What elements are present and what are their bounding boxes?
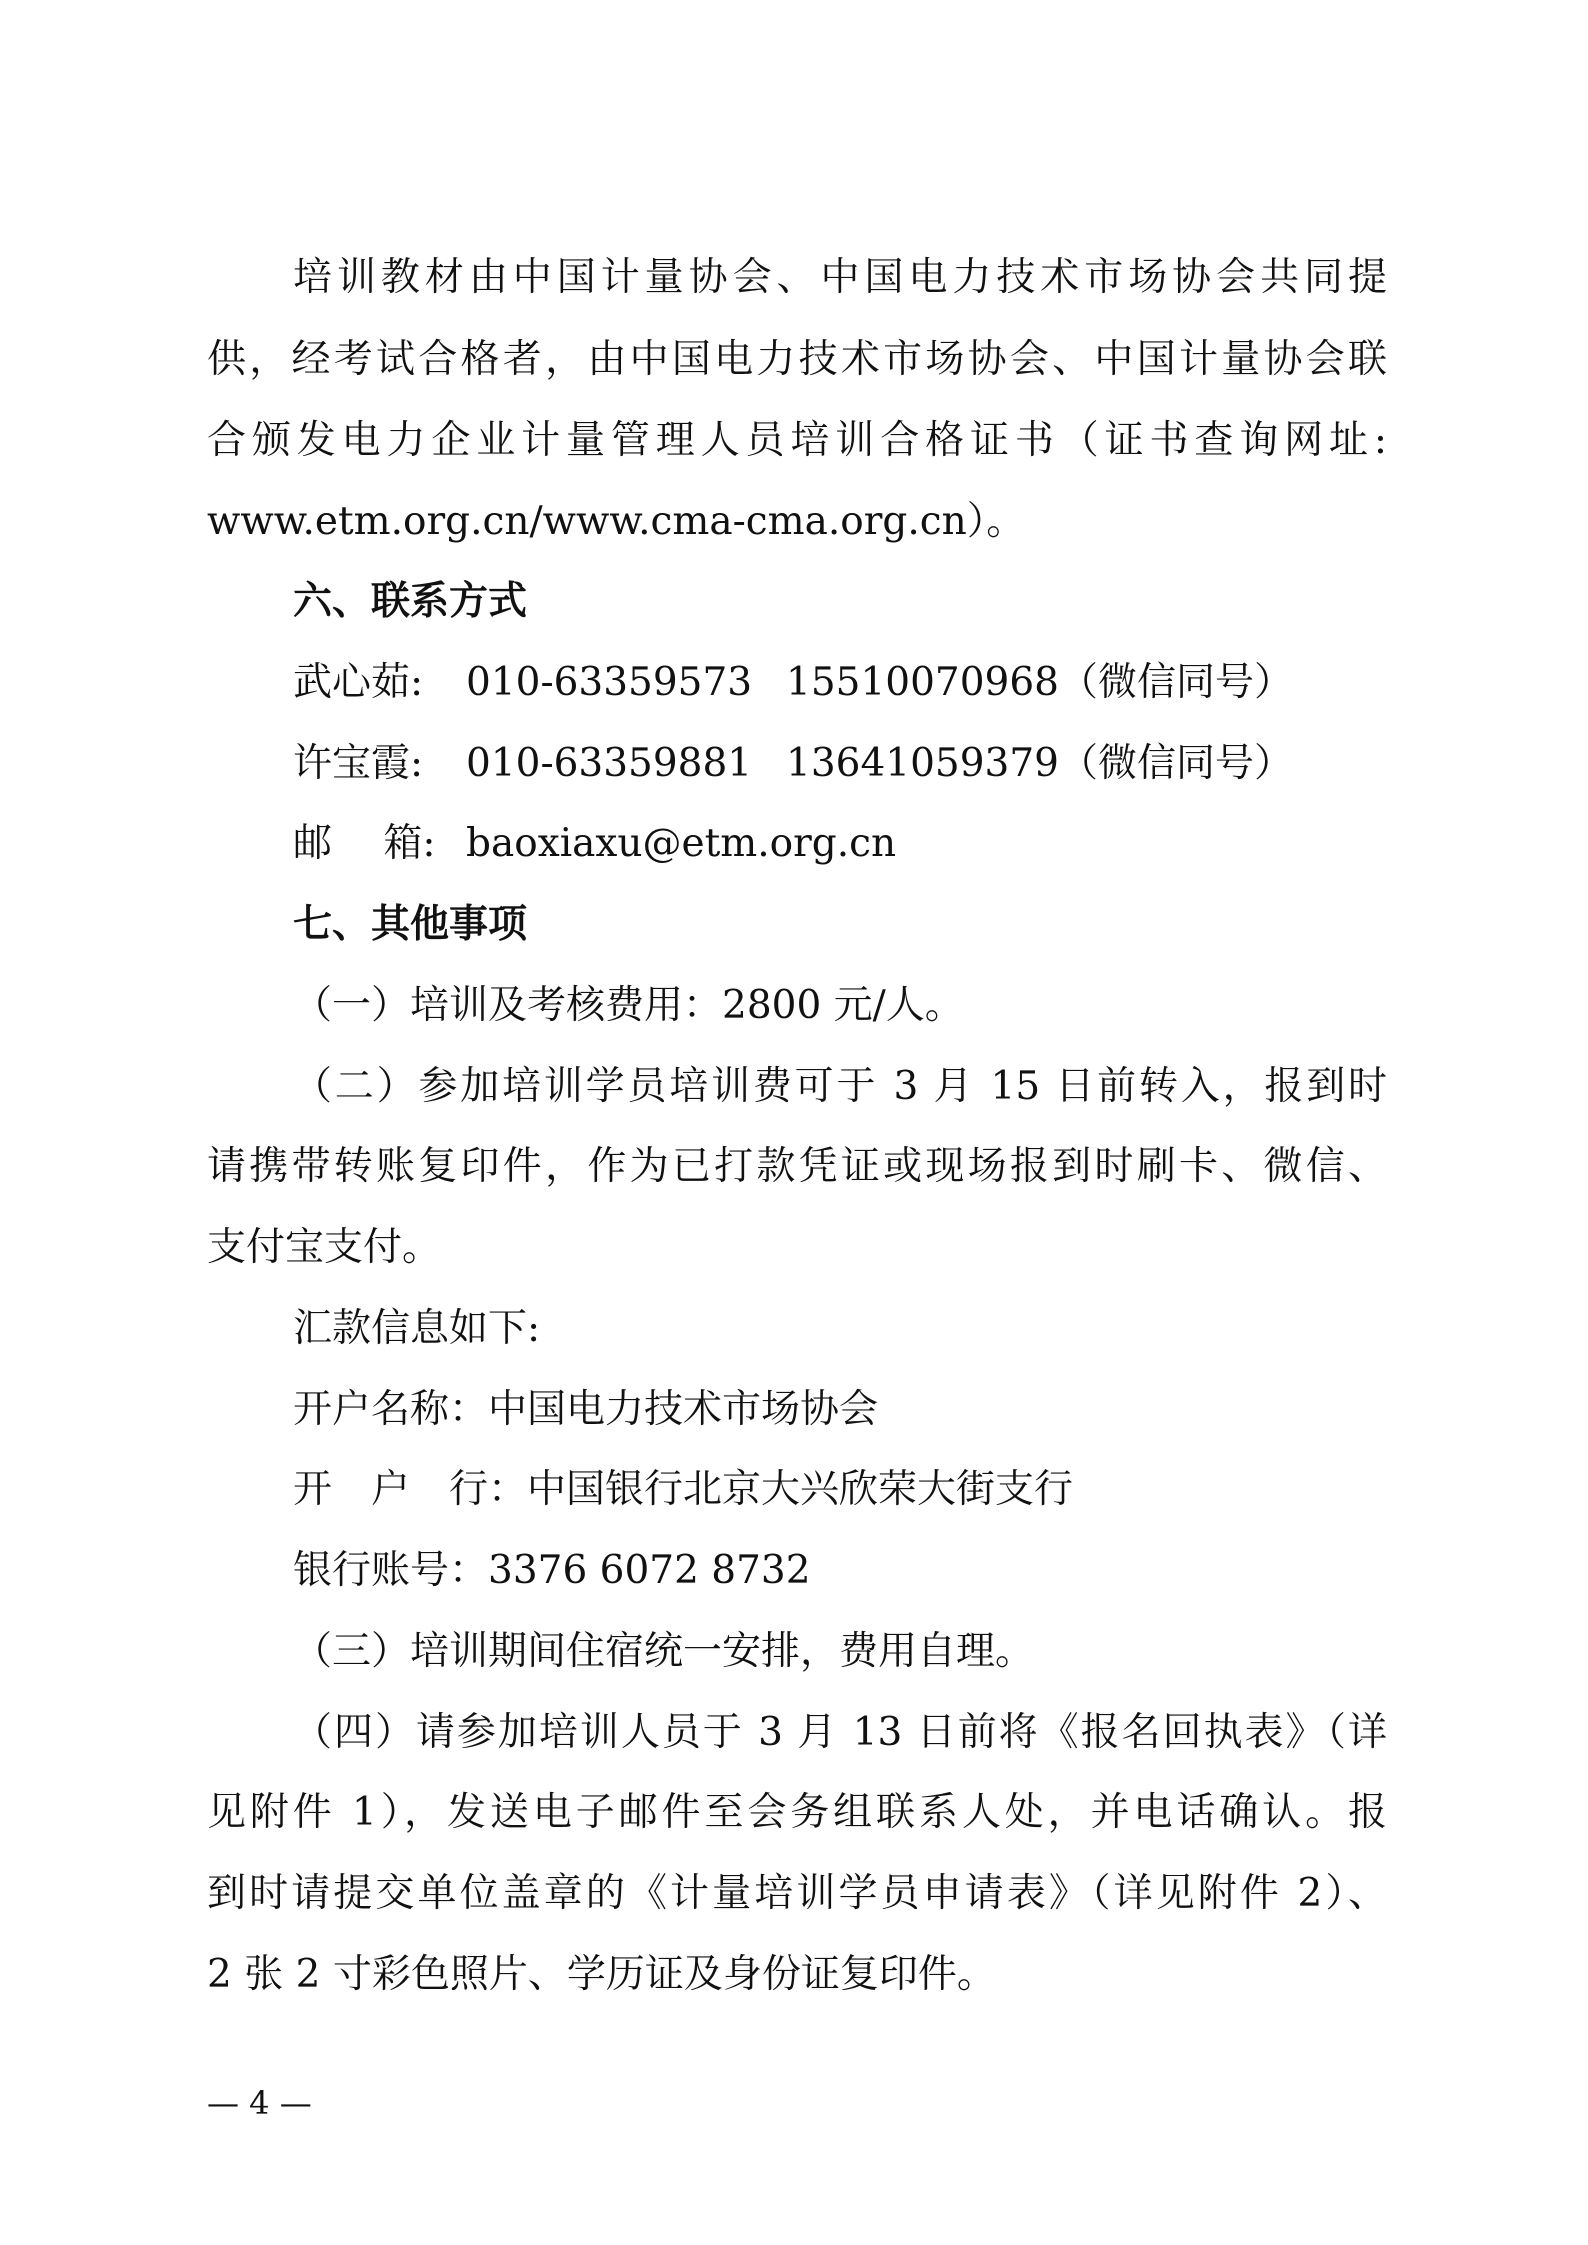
remit-bank: 开 户 行：中国银行北京大兴欣荣大街支行 (293, 1467, 1074, 1512)
remit-account-name: 开户名称：中国电力技术市场协会 (293, 1387, 879, 1432)
contact-mobile: 13641059379（微信同号） (786, 741, 1293, 786)
email-row (293, 816, 1387, 872)
contact-mobile: 15510070968（微信同号） (786, 660, 1293, 705)
section-other-heading: 七、其他事项 (293, 902, 528, 947)
certificate-line-1: 培训教材由中国计量协会、中国电力技术市场协会共同提 (293, 255, 1387, 300)
contact-name: 武心茹: (293, 660, 424, 705)
contact-row (293, 736, 1387, 792)
certificate-line-4: www.etm.org.cn/www.cma-cma.org.cn）。 (207, 499, 1026, 544)
contact-name: 许宝霞: (293, 741, 424, 786)
contact-phone: 010-63359881 (466, 741, 753, 786)
other-item-4-line-3: 到时请提交单位盖章的《计量培训学员申请表》（详见附件 2）、 (207, 1871, 1387, 1916)
certificate-line-2: 供，经考试合格者，由中国电力技术市场协会、中国计量协会联 (207, 337, 1387, 382)
certificate-line-3: 合颁发电力企业计量管理人员培训合格证书（证书查询网址: (207, 418, 1387, 463)
section-contact-heading: 六、联系方式 (293, 579, 528, 624)
contact-phone: 010-63359573 (466, 660, 753, 705)
other-item-2-line-3: 支付宝支付。 (207, 1225, 442, 1270)
other-item-4-line-1: （四）请参加培训人员于 3 月 13 日前将《报名回执表》（详 (293, 1710, 1387, 1755)
other-item-2-line-1: （二）参加培训学员培训费可于 3 月 15 日前转入，报到时 (293, 1064, 1387, 1109)
contact-row (293, 655, 1387, 711)
email-label: 邮 箱: (293, 821, 436, 866)
remit-heading: 汇款信息如下: (293, 1306, 541, 1351)
email-address[interactable]: baoxiaxu@etm.org.cn (466, 821, 897, 866)
remit-account-number: 银行账号：3376 6072 8732 (293, 1548, 811, 1593)
other-item-3: （三）培训期间住宿统一安排，费用自理。 (293, 1629, 1035, 1674)
other-item-4-line-4: 2 张 2 寸彩色照片、学历证及身份证复印件。 (207, 1952, 996, 1997)
other-item-4-line-2: 见附件 1），发送电子邮件至会务组联系人处，并电话确认。报 (207, 1790, 1387, 1835)
page-number: — 4 — (207, 2084, 312, 2122)
other-item-2-line-2: 请携带转账复印件，作为已打款凭证或现场报到时刷卡、微信、 (207, 1144, 1387, 1189)
other-item-1: （一）培训及考核费用：2800 元/人。 (293, 983, 964, 1028)
